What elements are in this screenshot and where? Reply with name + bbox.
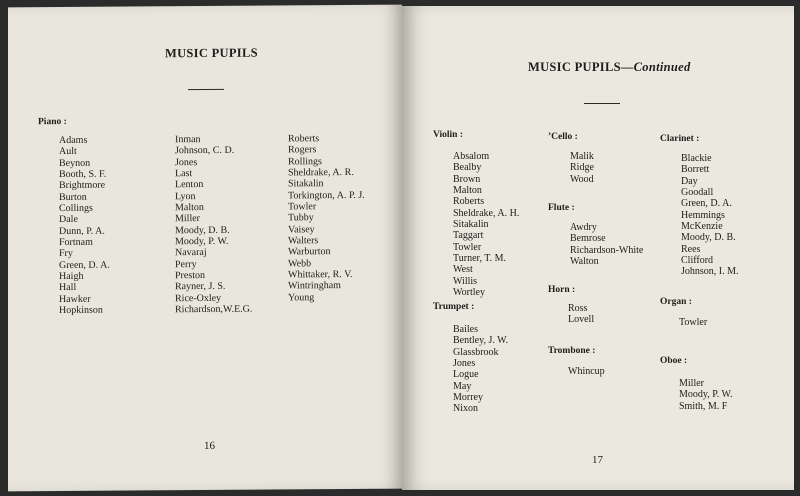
piano-column-1 [59, 135, 110, 317]
list-item: Booth, S. F. [59, 168, 107, 181]
list-item: Roberts [288, 133, 320, 145]
oboe-label: Oboe : [660, 356, 688, 366]
list-item: Moody, D. B. [175, 224, 230, 236]
list-item: Logue [453, 369, 479, 381]
list-item: Brightmore [59, 180, 106, 192]
list-item: Ridge [570, 162, 594, 174]
title-rule [188, 89, 224, 90]
list-item: Jones [453, 358, 476, 370]
trombone-list [568, 366, 605, 377]
list-item: Walters [288, 235, 319, 247]
trumpet-list [453, 324, 508, 415]
trumpet-label: Trumpet : [433, 302, 475, 312]
list-item: Glassbrook [453, 346, 499, 358]
list-item: Beynon [59, 157, 91, 169]
list-item: Moody, D. B. [681, 232, 736, 244]
list-item: Turner, T. M. [453, 253, 507, 265]
flute-label: Flute : [548, 203, 575, 213]
page-title: MUSIC PUPILS [165, 45, 258, 61]
list-item: Nixon [453, 403, 478, 415]
piano-label: Piano : [38, 116, 67, 128]
list-item: Dale [59, 214, 78, 226]
title-continued: —Continued [620, 60, 691, 74]
list-item: Jones [175, 156, 198, 168]
list-item: Awdry [570, 222, 597, 233]
list-item: Whincup [568, 366, 605, 377]
clarinet-list [681, 153, 739, 278]
page-number: 17 [592, 454, 603, 466]
violin-list [453, 151, 519, 298]
list-item: Green, D. A. [59, 259, 110, 271]
list-item: Bentley, J. W. [453, 335, 509, 347]
list-item: Dunn, P. A. [59, 225, 105, 237]
list-item: Brown [453, 173, 481, 185]
cello-label: ’Cello : [548, 132, 578, 142]
list-item: Lovell [568, 314, 595, 326]
list-item: Navaraj [175, 247, 207, 259]
page-number: 16 [204, 439, 215, 453]
list-item: Lenton [175, 179, 204, 191]
list-item: Absalom [453, 151, 490, 162]
list-item: Perry [175, 258, 197, 270]
list-item: Adams [59, 134, 88, 147]
list-item: Rollings [288, 155, 322, 168]
list-item: Whittaker, R. V. [288, 269, 353, 281]
list-item: Collings [59, 202, 93, 215]
organ-list [679, 317, 707, 328]
list-item: Richardson,W.E.G. [175, 303, 253, 316]
list-item: Wintringham [288, 280, 341, 292]
list-item: Ross [568, 303, 588, 314]
list-item: Towler [679, 317, 708, 328]
list-item: Bemrose [570, 233, 606, 245]
list-item: Clifford [681, 255, 714, 267]
list-item: Morrey [453, 392, 483, 404]
title-main: MUSIC PUPILS [528, 60, 621, 74]
list-item: Roberts [453, 196, 485, 208]
piano-column-3 [288, 133, 365, 304]
list-item: Towler [453, 241, 482, 253]
list-item: Rayner, J. S. [175, 281, 226, 293]
list-item: Last [175, 168, 193, 180]
list-item: Bailes [453, 324, 478, 335]
horn-list [568, 303, 594, 326]
list-item: Towler [288, 201, 317, 213]
list-item: Sheldrake, A. R. [288, 166, 354, 179]
list-item: Smith, M. F [679, 400, 728, 412]
right-page [402, 6, 794, 490]
list-item: Inman [175, 134, 201, 146]
list-item: Miller [679, 378, 704, 389]
list-item: West [453, 264, 473, 276]
list-item: Malton [175, 202, 204, 214]
list-item: Bealby [453, 162, 482, 174]
title-rule [584, 103, 620, 104]
list-item: Fry [59, 248, 73, 260]
clarinet-label: Clarinet : [660, 134, 700, 144]
list-item: Tubby [288, 212, 314, 224]
list-item: Ault [59, 146, 77, 158]
list-item: Miller [175, 213, 200, 225]
trombone-label: Trombone : [548, 346, 596, 356]
list-item: Hall [59, 282, 77, 294]
list-item: Green, D. A. [681, 198, 732, 210]
list-item: Johnson, C. D. [175, 145, 235, 157]
list-item: May [453, 380, 472, 392]
list-item: Lyon [175, 190, 196, 202]
cello-list [570, 151, 594, 185]
oboe-list [679, 378, 733, 412]
list-item: McKenzie [681, 221, 723, 233]
page-title [528, 60, 691, 75]
list-item: Fortnam [59, 236, 93, 249]
list-item: Young [288, 292, 315, 304]
list-item: Sheldrake, A. H. [453, 207, 520, 219]
list-item: Torkington, A. P. J. [288, 189, 365, 202]
list-item: Sitakalin [453, 219, 489, 231]
list-item: Taggart [453, 230, 484, 242]
list-item: Willis [453, 275, 478, 287]
violin-label: Violin : [433, 130, 463, 140]
list-item: Walton [570, 256, 599, 268]
list-item: Richardson-White [570, 244, 644, 256]
organ-label: Organ : [660, 297, 692, 307]
list-item: Rees [681, 243, 701, 255]
list-item: Vaisey [288, 223, 315, 236]
list-item: Hawker [59, 293, 91, 305]
list-item: Goodall [681, 187, 714, 199]
list-item: Hemmings [681, 209, 725, 221]
list-item: Johnson, I. M. [681, 266, 739, 278]
list-item: Sitakalin [288, 178, 324, 190]
list-item: Malton [453, 185, 482, 197]
list-item: Haigh [59, 270, 84, 283]
flute-list [570, 222, 643, 267]
list-item: Blackie [681, 153, 712, 164]
list-item: Hopkinson [59, 304, 103, 317]
list-item: Burton [59, 191, 87, 203]
list-item: Warburton [288, 246, 331, 258]
list-item: Borrett [681, 164, 710, 176]
list-item: Webb [288, 258, 312, 270]
list-item: Moody, P. W. [679, 389, 733, 401]
list-item: Day [681, 175, 698, 187]
list-item: Preston [175, 270, 205, 282]
list-item: Malik [570, 151, 594, 162]
left-page [8, 5, 402, 492]
list-item: Rogers [288, 144, 317, 156]
list-item: Wood [570, 173, 594, 185]
list-item: Rice-Oxley [175, 292, 222, 305]
list-item: Wortley [453, 287, 485, 299]
list-item: Moody, P. W. [175, 235, 229, 248]
piano-column-2 [175, 134, 252, 316]
horn-label: Horn : [548, 285, 576, 295]
